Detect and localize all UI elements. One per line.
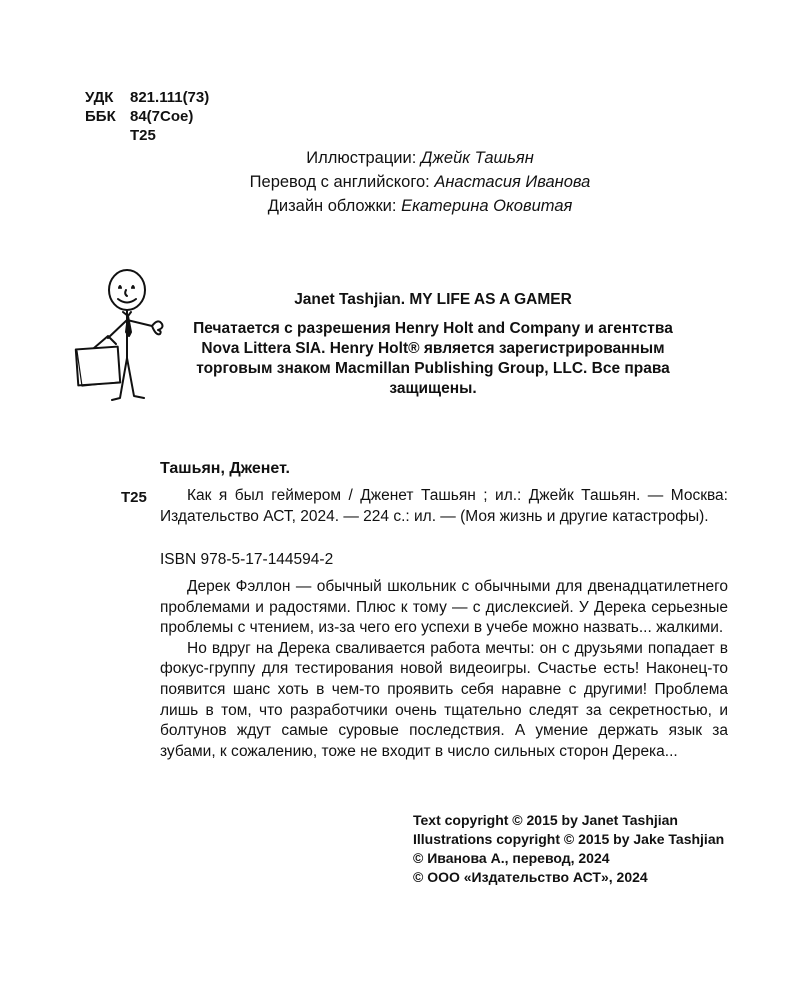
udk-row <box>85 88 209 107</box>
isbn: ISBN 978-5-17-144594-2 <box>160 551 334 568</box>
stick-figure-illustration <box>72 268 182 403</box>
author-mark-row <box>85 126 209 145</box>
bbk-value: 84(7Сое) <box>130 108 194 125</box>
copyright-line: © ООО «Издательство АСТ», 2024 <box>413 869 648 885</box>
annotation-paragraph: Но вдруг на Дерека сваливается работа мечты: он с друзьями попадает в фокус-группу для тестирования новой видеоигры. Счастье есть! Наконец-то появится шанс хоть в чем-то проявить себя наравне с другими! Проблема лишь в том, что разработчики очень тщательно следят за секретностью, и болтунов ждут самые суровые последствия. А умение держать язык за зубами, к сожалению, тоже не входит в число сильных сторон Дерека... <box>160 639 728 760</box>
copyright-line: Illustrations copyright © 2015 by Jake Tashjian <box>413 831 725 847</box>
catalog-code: Т25 <box>121 489 147 506</box>
annotation-paragraph: Дерек Фэллон — обычный школьник с обычными для двенадцатилетнего проблемами и радостями. Плюс к тому — с дислексией. У Дерека серьезные проблемы с чтением, из-за чего его успехи в учебе можно назвать... жалкими. <box>160 578 728 637</box>
bbk-row <box>85 107 209 126</box>
bbk-label: ББК <box>85 108 116 125</box>
classification-codes <box>85 88 209 145</box>
copyright-block <box>413 811 724 887</box>
original-title: Janet Tashjian. MY LIFE AS A GAMER <box>294 291 572 308</box>
udk-label: УДК <box>85 89 114 106</box>
credit-translation: Перевод с английского: Анастасия Иванова <box>249 173 591 191</box>
rights-notice: Печатается с разрешения Henry Holt and Company и агентства Nova Littera SIA. Henry Holt® является зарегистрированным торговым знаком Macmillan Publishing Group, LLC. Все права защищены. <box>193 320 673 397</box>
catalog-author-heading: Ташьян, Дженет. <box>160 460 290 477</box>
catalog-description: Как я был геймером / Дженет Ташьян ; ил.: Джейк Ташьян. — Москва: Издательство АСТ, 2024. — 224 с.: ил. — (Моя жизнь и другие катастрофы). <box>160 487 728 525</box>
author-mark: Т25 <box>130 127 156 144</box>
credit-cover-design: Дизайн обложки: Екатерина Оковитая <box>267 197 573 215</box>
copyright-line: Text copyright © 2015 by Janet Tashjian <box>413 812 678 828</box>
copyright-line: © Иванова А., перевод, 2024 <box>413 850 610 866</box>
rights-block <box>178 290 688 399</box>
annotation <box>160 577 728 762</box>
udk-value: 821.111(73) <box>130 89 210 106</box>
credit-illustrations: Иллюстрации: Джейк Ташьян <box>306 149 534 167</box>
credits-block <box>110 146 730 218</box>
